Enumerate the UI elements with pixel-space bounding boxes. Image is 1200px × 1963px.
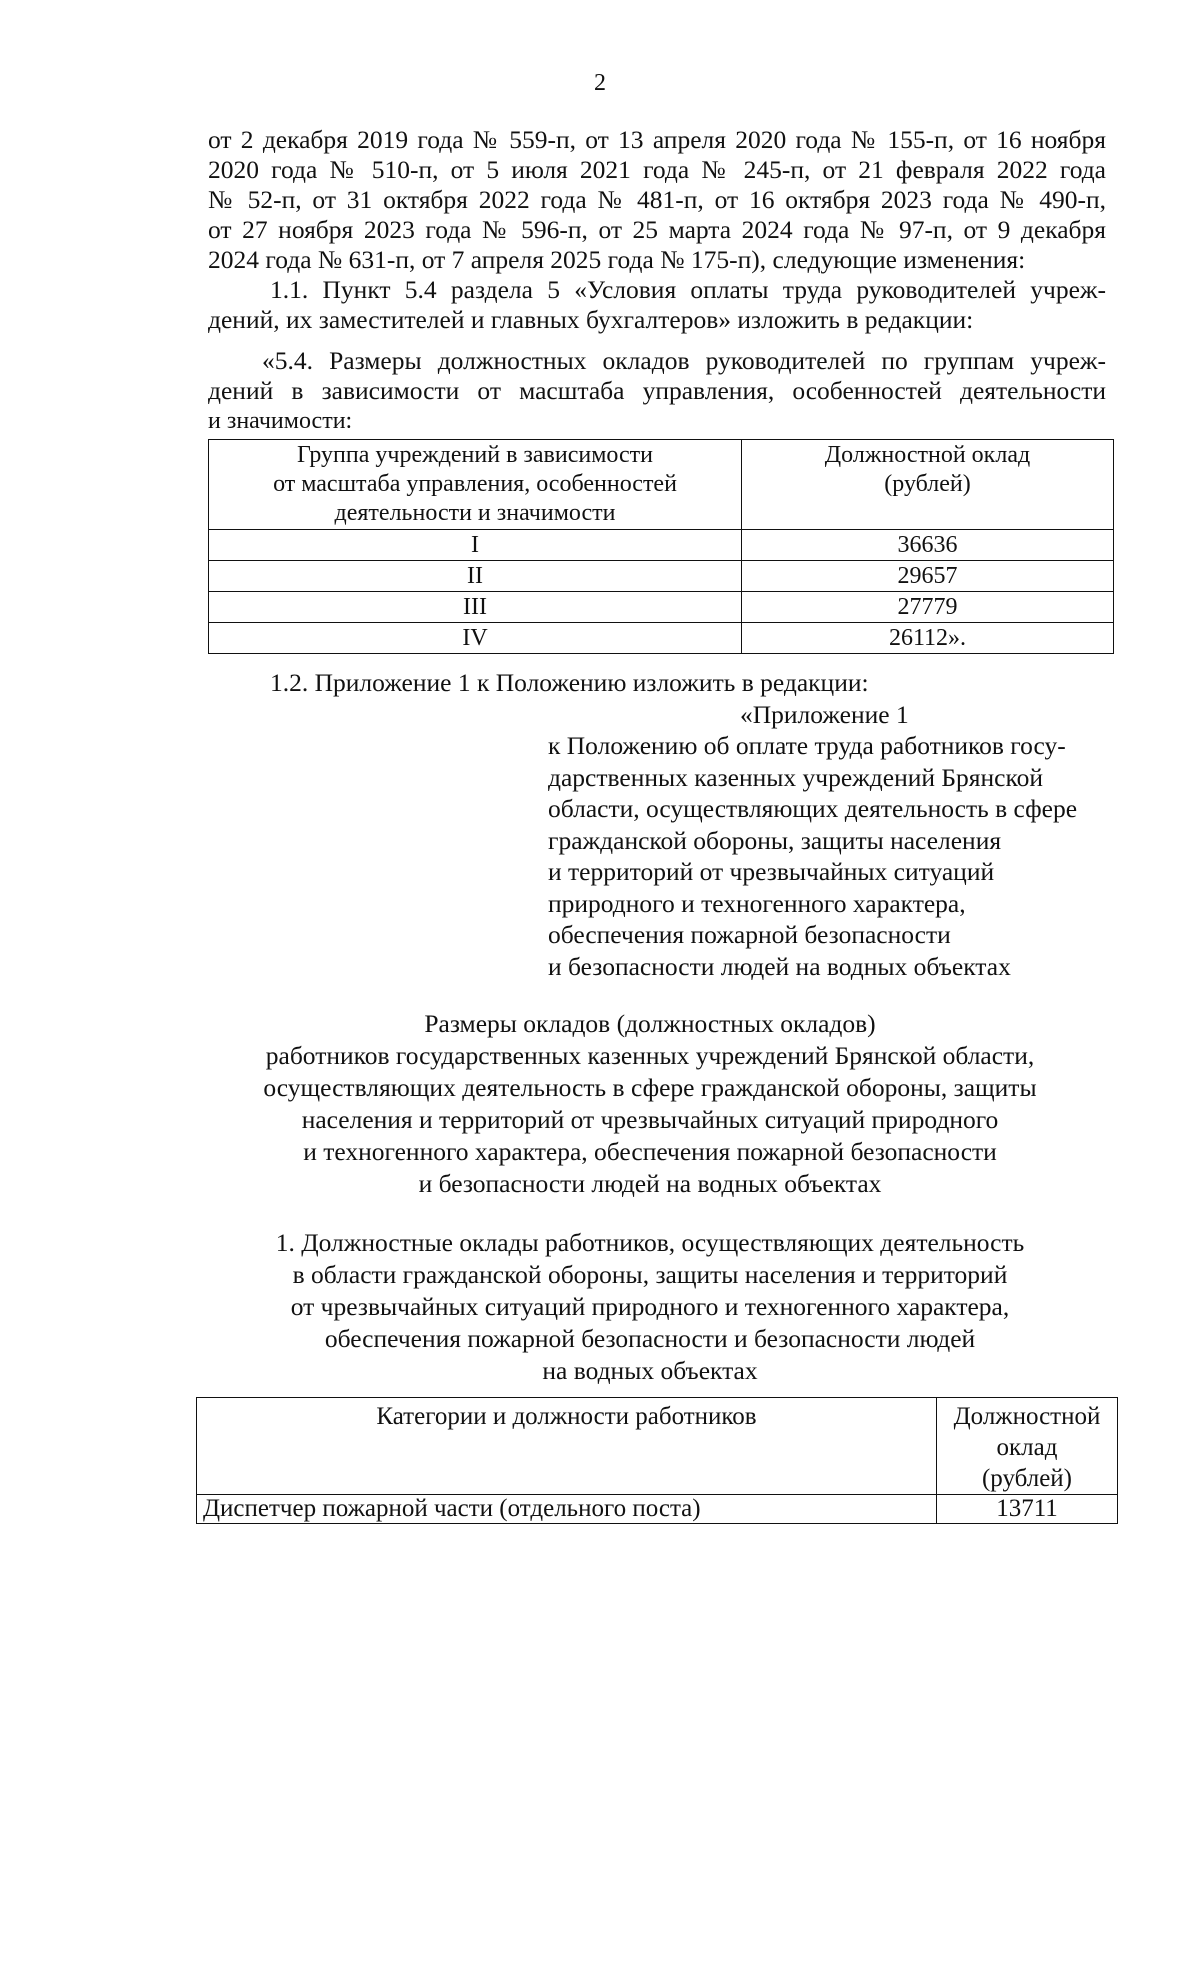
salary-cell: 26112». [742,623,1114,654]
appendix-line: и безопасности людей на водных объектах [548,951,1011,981]
intro-line: от 27 ноября 2023 года № 596-п, от 25 марта 2024 года № 97-п, от 9 декабря [208,215,1106,244]
item-5-4-line2: дений в зависимости от масштаба управления, особенностей деятельности [208,376,1106,405]
item-1-1-line1: 1.1. Пункт 5.4 раздела 5 «Условия оплаты труда руководителей учреж- [270,275,1106,304]
section-line: от чрезвычайных ситуаций природного и техногенного характера, [290,1292,1010,1321]
intro-line: от 2 декабря 2019 года № 559-п, от 13 апреля 2020 года № 155-п, от 16 ноября [208,125,1106,154]
section-1-heading [0,1227,1200,1387]
appendix-line: к Положению об оплате труда работников госу- [548,731,1066,760]
intro-line: 2020 года № 510-п, от 5 июля 2021 года № 245-п, от 21 февраля 2022 года [208,155,1106,184]
section-line: обеспечения пожарной безопасности и безопасности людей [324,1324,976,1353]
appendix-title: «Приложение 1 [740,700,909,729]
heading-line: населения и территорий от чрезвычайных ситуаций природного [301,1105,999,1134]
table-row [209,623,1114,654]
item-1-2: 1.2. Приложение 1 к Положению изложить в редакции: [270,668,869,697]
appendix-line: природного и техногенного характера, [548,888,966,918]
intro-paragraph [208,125,1106,245]
group-cell: I [209,530,742,561]
heading-line: Размеры окладов (должностных окладов) [424,1009,876,1038]
table-header-row [209,440,1114,530]
salary-table-positions [196,1397,1118,1524]
group-cell: IV [209,623,742,654]
table-row [209,530,1114,561]
item-1-1-line2: дений, их заместителей и главных бухгалтеров» изложить в редакции: [208,305,974,334]
item-5-4-line3: и значимости: [208,408,353,434]
table-header-row [197,1398,1118,1495]
table-row [209,592,1114,623]
salary-cell: 27779 [742,592,1114,623]
column-header-position: Категории и должности работников [197,1398,937,1495]
document-heading [0,1008,1200,1200]
appendix-line: дарственных казенных учреждений Брянской [548,762,1043,792]
group-cell: III [209,592,742,623]
salary-cell: 36636 [742,530,1114,561]
salary-cell: 29657 [742,561,1114,592]
column-header-salary: Должностной оклад (рублей) [742,440,1114,530]
appendix-reference [548,730,1077,982]
group-cell: II [209,561,742,592]
salary-table-groups [208,439,1114,654]
heading-line: и техногенного характера, обеспечения пожарной безопасности [303,1137,997,1166]
table-row [197,1495,1118,1524]
intro-line: № 52-п, от 31 октября 2022 года № 481-п, от 16 октября 2023 года № 490-п, [208,185,1106,214]
position-cell: Диспетчер пожарной части (отдельного поста) [197,1495,937,1524]
table-row [209,561,1114,592]
page-number: 2 [594,70,606,96]
heading-line: осуществляющих деятельность в сфере гражданской обороны, защиты [263,1073,1037,1102]
salary-cell: 13711 [937,1495,1118,1524]
appendix-line: обеспечения пожарной безопасности [548,920,951,949]
column-header-group: Группа учреждений в зависимости от масштаба управления, особенностей деятельности и значимости [209,440,742,530]
appendix-line: области, осуществляющих деятельность в сфере [548,794,1078,823]
heading-line: и безопасности людей на водных объектах [418,1169,882,1198]
item-5-4-line1: «5.4. Размеры должностных окладов руководителей по группам учреж- [262,346,1106,375]
section-line: в области гражданской обороны, защиты населения и территорий [292,1260,1008,1289]
intro-last-line: 2024 года № 631-п, от 7 апреля 2025 года № 175-п), следующие изменения: [208,245,1026,274]
heading-line: работников государственных казенных учреждений Брянской области, [265,1041,1035,1070]
column-header-salary: Должностной оклад (рублей) [937,1398,1118,1495]
appendix-line: и территорий от чрезвычайных ситуаций [548,857,995,886]
section-line: 1. Должностные оклады работников, осуществляющих деятельность [275,1228,1025,1257]
section-line: на водных объектах [542,1356,758,1385]
appendix-line: гражданской обороны, защиты населения [548,825,1002,855]
